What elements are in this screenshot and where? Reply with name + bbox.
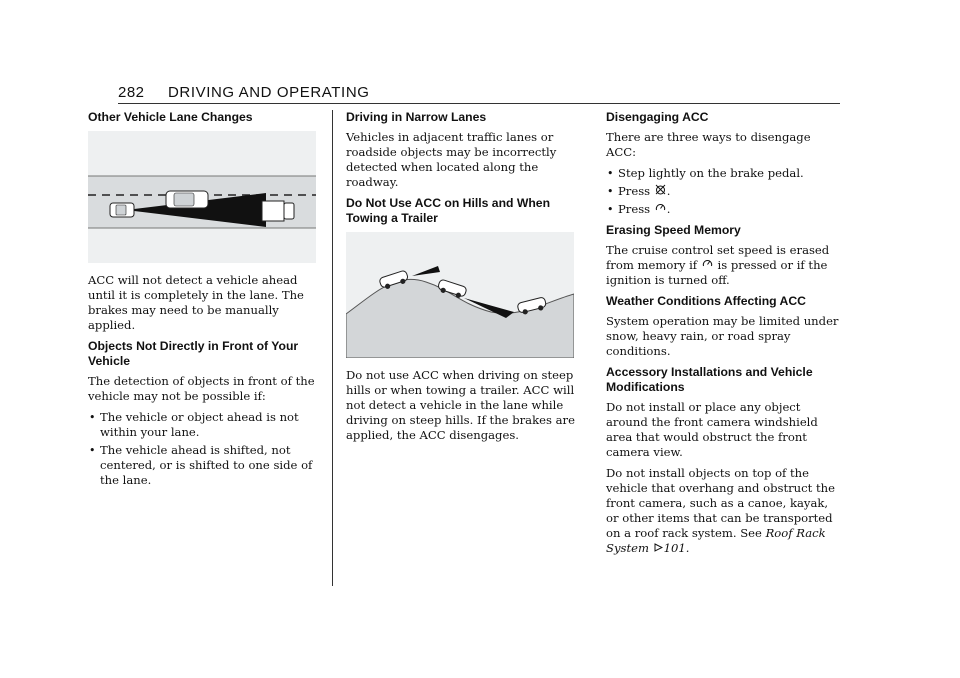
heading-weather-conditions: Weather Conditions Affecting ACC [606, 294, 806, 308]
paragraph [606, 243, 842, 288]
period: . [666, 202, 671, 216]
list-item-text: Press [618, 184, 651, 198]
period: . [685, 541, 690, 555]
heading-other-vehicle-lane-changes: Other Vehicle Lane Changes [88, 110, 253, 124]
cruise-cancel-icon [654, 184, 667, 199]
heading-erasing-speed-memory: Erasing Speed Memory [606, 223, 741, 237]
lane-change-illustration [88, 131, 316, 263]
column-divider [332, 110, 333, 586]
heading-accessory-installations: Accessory Installations and Vehicle Modifications [606, 365, 813, 394]
page-number: 282 [118, 84, 145, 101]
paragraph-text: The cruise control set speed is erased from memory if [606, 243, 830, 272]
heading-hills-trailer: Do Not Use ACC on Hills and When Towing a Trailer [346, 196, 551, 225]
column-1 [88, 110, 320, 494]
bullet-list [88, 410, 320, 488]
list-item [606, 166, 842, 181]
heading-narrow-lanes: Driving in Narrow Lanes [346, 110, 487, 124]
period: . [666, 184, 671, 198]
cruise-control-icon [701, 258, 714, 273]
bullet-list [606, 166, 842, 217]
list-item-text: Press [618, 202, 651, 216]
paragraph [606, 466, 842, 556]
cross-reference-page[interactable]: 101 [663, 541, 686, 555]
page-reference-icon [653, 541, 664, 556]
cross-reference-link[interactable]: Roof Rack System [606, 526, 826, 555]
paragraph: Do not use ACC when driving on steep hills or when towing a trailer. ACC will not detect a vehicle in the lane while driving on steep hills. If the brakes are applied, the ACC disengages. [346, 368, 575, 442]
list-item: • The vehicle or object ahead is not within your lane. [88, 410, 320, 440]
paragraph: Do not install or place any object around the front camera windshield area that would obstruct the front camera view. [606, 400, 818, 459]
hills-illustration [346, 232, 574, 358]
list-item-text: Step lightly on the brake pedal. [618, 166, 804, 180]
paragraph: Vehicles in adjacent traffic lanes or roadside objects may be incorrectly detected when located along the roadway. [346, 130, 557, 189]
list-item [606, 202, 842, 217]
paragraph: ACC will not detect a vehicle ahead until it is completely in the lane. The brakes may need to be manually applied. [88, 273, 304, 332]
paragraph-text: is pressed or if the ignition is turned off. [606, 258, 828, 287]
list-item: • The vehicle ahead is shifted, not centered, or is shifted to one side of the lane. [88, 443, 320, 488]
paragraph-text: Do not install objects on top of the vehicle that overhang and obstruct the front camera, such as a canoe, kayak, or other items that can be transported on a roof rack system. See [606, 466, 835, 540]
header-rule [118, 103, 840, 104]
cruise-control-icon [654, 202, 667, 217]
list-item [606, 184, 842, 199]
column-2 [346, 110, 578, 449]
paragraph: System operation may be limited under snow, heavy rain, or road spray conditions. [606, 314, 839, 358]
section-title: DRIVING AND OPERATING [168, 84, 370, 101]
heading-objects-not-in-front: Objects Not Directly in Front of Your Vehicle [88, 339, 299, 368]
paragraph: There are three ways to disengage ACC: [606, 130, 811, 159]
paragraph: The detection of objects in front of the vehicle may not be possible if: [88, 374, 315, 403]
heading-disengaging-acc: Disengaging ACC [606, 110, 709, 124]
column-3 [606, 110, 842, 562]
